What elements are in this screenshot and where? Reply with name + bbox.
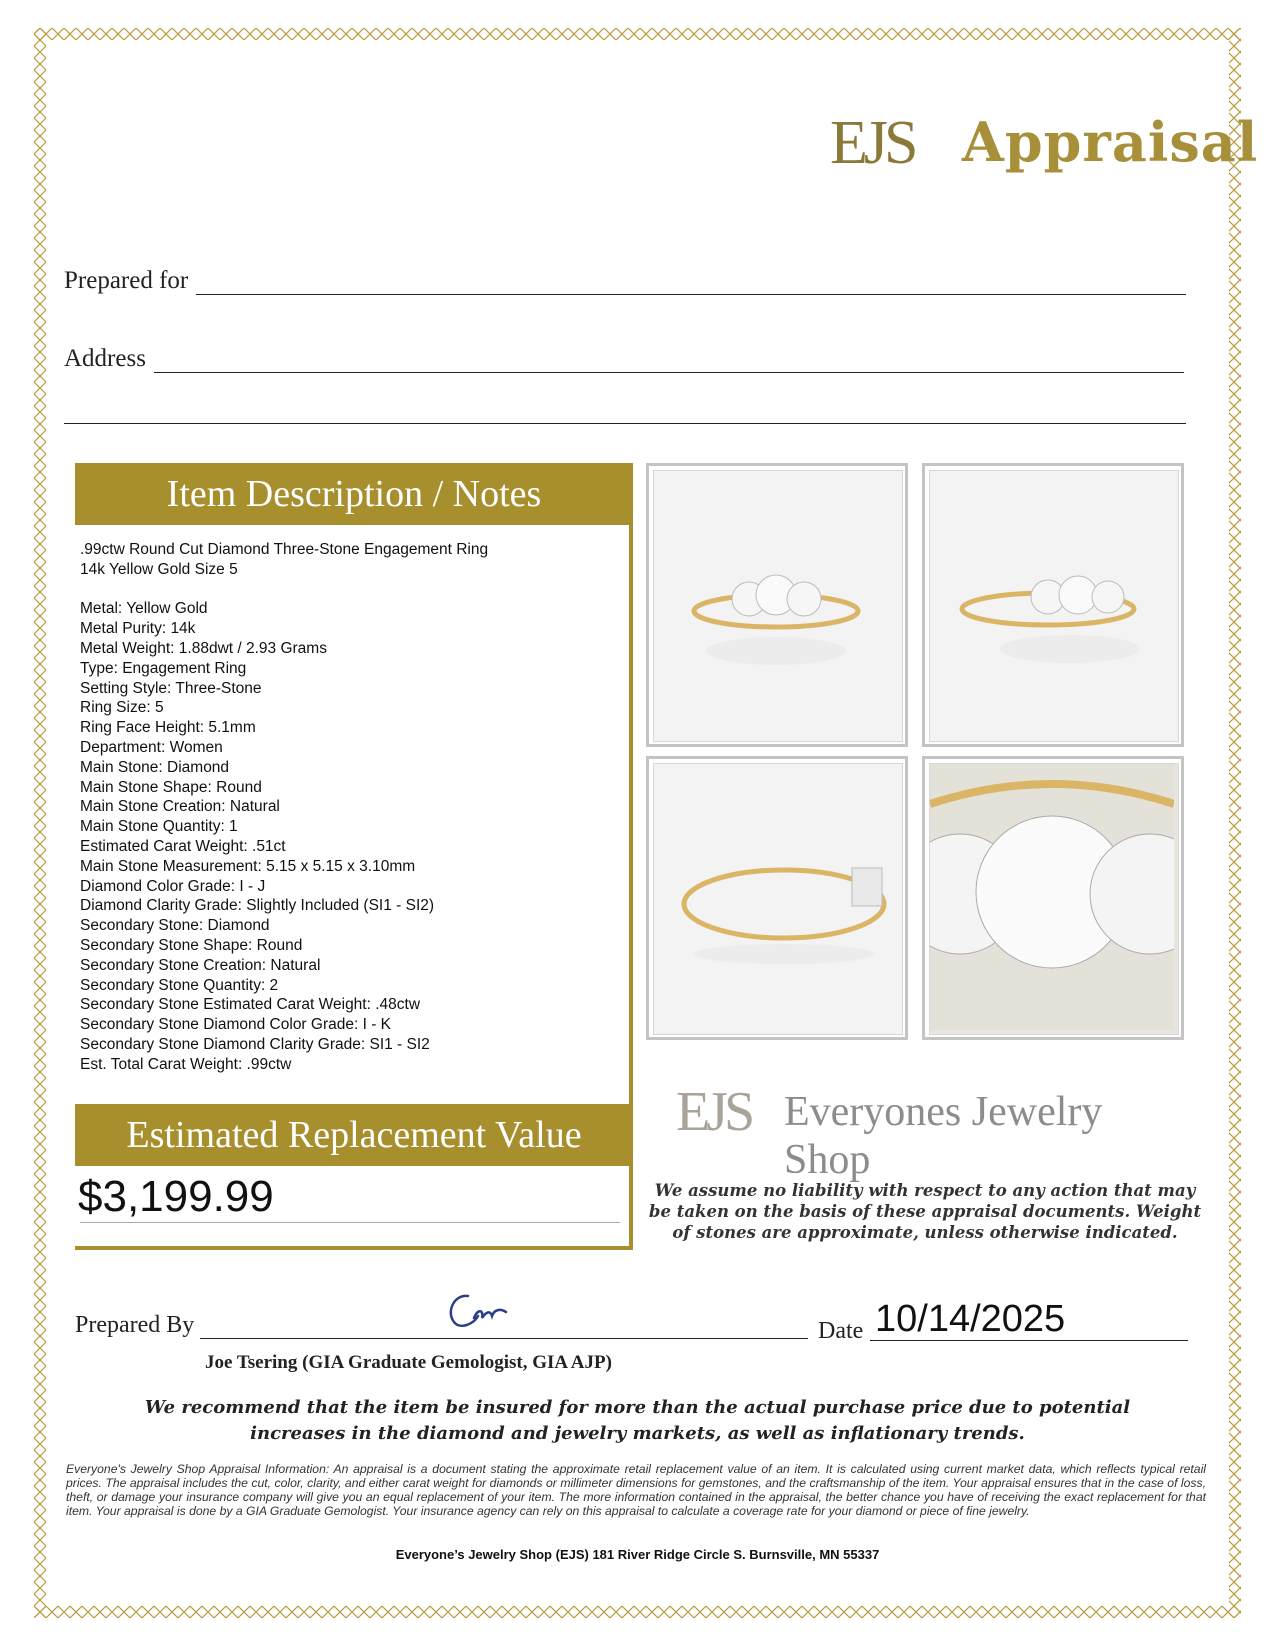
spec-line: Setting Style: Three-Stone: [80, 679, 262, 697]
ring-photo-angle: [922, 463, 1184, 747]
spec-line: Secondary Stone Quantity: 2: [80, 976, 279, 994]
spec-line: Secondary Stone Diamond Color Grade: I - K: [80, 1016, 392, 1034]
spec-line: Main Stone Measurement: 5.15 x 5.15 x 3.10mm: [80, 857, 416, 875]
item-description-text: [80, 540, 620, 1075]
spec-line: Metal Purity: 14k: [80, 620, 196, 638]
date-value: 10/14/2025: [875, 1298, 1066, 1340]
item-description-heading: Item Description / Notes: [75, 463, 633, 525]
spec-line: Secondary Stone Estimated Carat Weight: .48ctw: [80, 996, 421, 1014]
item-title-line: 14k Yellow Gold Size 5: [80, 560, 238, 578]
shop-logo-mark: EJS: [676, 1081, 752, 1143]
date-label: Date: [818, 1318, 864, 1344]
liability-disclaimer: We assume no liability with respect to any action that may be taken on the basis of these appraisal documents. Weight of stones are approximate, unless otherwise indicated.: [648, 1181, 1202, 1242]
spec-line: Main Stone Quantity: 1: [80, 818, 238, 836]
address-field: [64, 344, 1184, 373]
appraisal-fine-print: Everyone's Jewelry Shop Appraisal Information: An appraisal is a document stating the approximate retail replacement value of an item. It is calculated using current market data, which reflects typical retail prices. The appraisal includes the cut, color, clarity, and either carat weight for diamonds or millimeter dimensions for gemstones, and the craftsmanship of the item. Your appraisal ensures that in the case of loss, theft, or damage your insurance company will give you an equal replacement of your item. The more information contained in the appraisal, the better chance you have of receiving the exact replacement for that item. Your appraisal is done by a GIA Graduate Gemologist. Your insurance agency can rely on this appraisal to calculate a coverage rate for your diamond or piece of fine jewelry.: [66, 1462, 1206, 1518]
replacement-value: $3,199.99: [78, 1172, 274, 1221]
insurance-recommendation: We recommend that the item be insured for more than the actual purchase price due to potential increases in the diamond and jewelry markets, as well as inflationary trends.: [144, 1397, 1131, 1444]
spec-line: Secondary Stone: Diamond: [80, 917, 270, 935]
address-line-2: [64, 423, 1186, 424]
spec-line: Estimated Carat Weight: .51ct: [80, 837, 286, 855]
ejs-appraisal-logo: [830, 108, 1259, 218]
spec-line: Diamond Clarity Grade: Slightly Included (SI1 - SI2): [80, 897, 435, 915]
spec-line: Est. Total Carat Weight: .99ctw: [80, 1055, 292, 1073]
spec-line: Type: Engagement Ring: [80, 659, 247, 677]
prepared-by-label: Prepared By: [75, 1312, 195, 1338]
spec-line: Metal Weight: 1.88dwt / 2.93 Grams: [80, 639, 327, 657]
spec-line: Secondary Stone Diamond Clarity Grade: SI1 - SI2: [80, 1035, 430, 1053]
spec-line: Metal: Yellow Gold: [80, 600, 208, 618]
spec-line: Ring Face Height: 5.1mm: [80, 719, 256, 737]
spec-line: Main Stone: Diamond: [80, 758, 230, 776]
spec-line: Ring Size: 5: [80, 699, 164, 717]
prepared-for-field: [64, 266, 1186, 295]
value-underline: [80, 1222, 620, 1223]
item-title-line: .99ctw Round Cut Diamond Three-Stone Engagement Ring: [80, 541, 489, 558]
appraisal-title: Appraisal: [962, 110, 1259, 174]
ring-photo-side: [646, 756, 908, 1040]
shop-name: Everyones Jewelry Shop: [784, 1089, 1103, 1183]
address-line: [154, 344, 1184, 373]
spec-line: Secondary Stone Creation: Natural: [80, 956, 321, 974]
spec-line: Secondary Stone Shape: Round: [80, 936, 303, 954]
shop-logo: [676, 1080, 1196, 1183]
spec-list: [80, 599, 620, 1074]
gemologist-name: Joe Tsering (GIA Graduate Gemologist, GIA AJP): [205, 1352, 612, 1373]
replacement-value-heading: Estimated Replacement Value: [75, 1104, 633, 1166]
spec-line: Main Stone Creation: Natural: [80, 798, 280, 816]
prepared-for-line: [196, 266, 1186, 295]
shop-address: Everyone’s Jewelry Shop (EJS) 181 River Ridge Circle S. Burnsville, MN 55337: [395, 1547, 880, 1562]
ring-photo-front: [646, 463, 908, 747]
ring-photo-closeup: [922, 756, 1184, 1040]
spec-line: Department: Women: [80, 738, 223, 756]
spec-line: Diamond Color Grade: I - J: [80, 877, 266, 895]
signature: [440, 1288, 510, 1343]
prepared-for-label: Prepared for: [64, 267, 189, 294]
spec-line: Main Stone Shape: Round: [80, 778, 262, 796]
address-label: Address: [64, 345, 146, 372]
ejs-logo-mark: EJS: [830, 109, 915, 177]
